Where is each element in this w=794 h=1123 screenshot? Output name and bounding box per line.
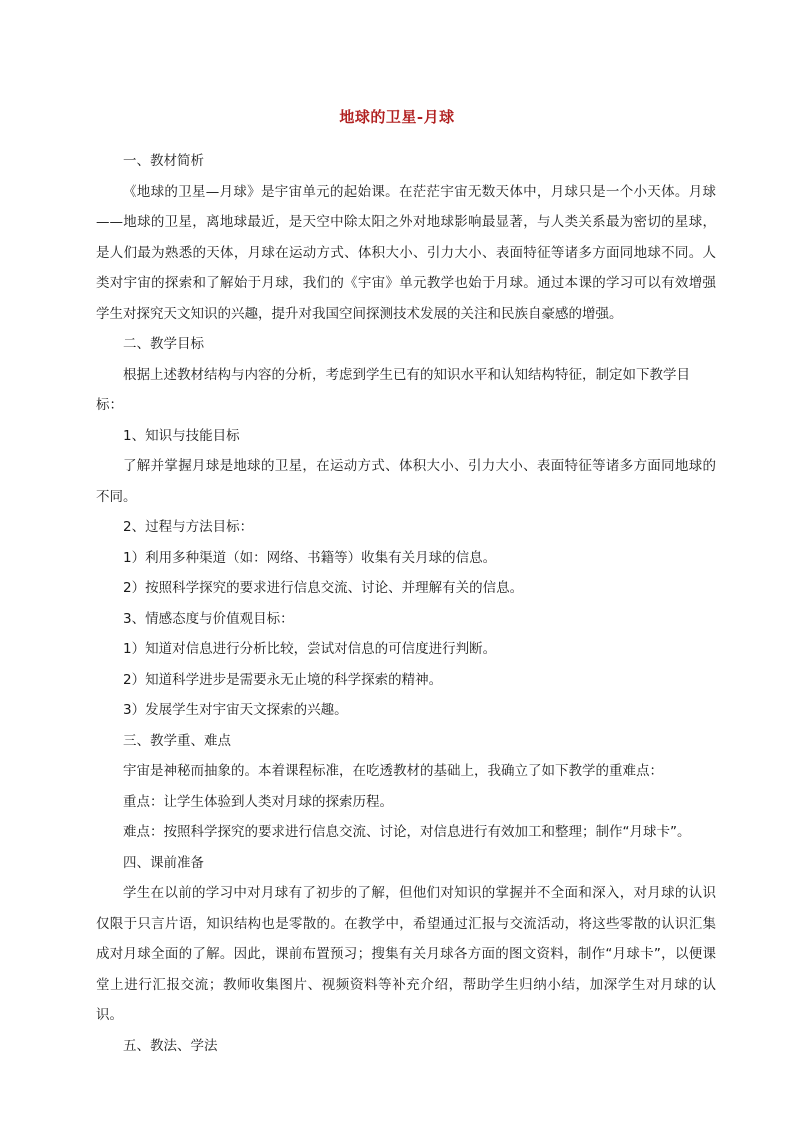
list-item: 1）知道对信息进行分析比较，尝试对信息的可信度进行判断。 <box>123 641 497 657</box>
difficult-point: 难点：按照科学探究的要求进行信息交流、讨论，对信息进行有效加工和整理；制作“月球卡”。 <box>123 824 691 840</box>
list-item: 3）发展学生对宇宙天文探索的兴趣。 <box>123 702 348 718</box>
body-paragraph: 学生在以前的学习中对月球有了初步的了解，但他们对知识的掌握并不全面和深入，对月球的认识仅限于只言片语，知识结构也是零散的。在教学中，希望通过汇报与交流活动，将这些零散的认识汇集成对月球全面的了解。因此，课前布置预习；搜集有关月球各方面的图文资料，制作“月球卡”，以便课堂上进行汇报交流；教师收集图片、视频资料等补充介绍，帮助学生归纳小结，加深学生对月球的认识。 <box>96 885 716 1023</box>
body-paragraph: 根据上述教材结构与内容的分析，考虑到学生已有的知识水平和认知结构特征，制定如下教学目标： <box>96 366 690 413</box>
list-item: 2）按照科学探究的要求进行信息交流、讨论、并理解有关的信息。 <box>123 580 524 596</box>
section-heading: 二、教学目标 <box>123 336 204 352</box>
body-paragraph: 了解并掌握月球是地球的卫星，在运动方式、体积大小、引力大小、表面特征等诸多方面同地球的不同。 <box>96 458 716 505</box>
section-heading: 五、教法、学法 <box>123 1037 218 1054</box>
section-heading: 四、课前准备 <box>123 854 204 871</box>
subsection-heading: 1、知识与技能目标 <box>123 427 240 444</box>
list-item: 1）利用多种渠道（如：网络、书籍等）收集有关月球的信息。 <box>123 549 497 566</box>
section-heading: 三、教学重、难点 <box>123 732 231 749</box>
section-heading: 一、教材简析 <box>123 153 204 169</box>
subsection-heading: 2、过程与方法目标： <box>123 519 254 535</box>
body-paragraph: 宇宙是神秘而抽象的。本着课程标准，在吃透教材的基础上，我确立了如下教学的重难点： <box>123 763 663 779</box>
document-title: 地球的卫星-月球 <box>339 108 455 126</box>
list-item: 2）知道科学进步是需要永无止境的科学探索的精神。 <box>123 671 443 688</box>
document-body <box>96 146 716 1061</box>
body-paragraph: 《地球的卫星—月球》是宇宙单元的起始课。在茫茫宇宙无数天体中，月球只是一个小天体。月球——地球的卫星，离地球最近，是天空中除太阳之外对地球影响最显著，与人类关系最为密切的星球，是人们最为熟悉的天体，月球在运动方式、体积大小、引力大小、表面特征等诸多方面同地球不同。人类对宇宙的探索和了解始于月球，我们的《宇宙》单元教学也始于月球。通过本课的学习可以有效增强学生对探究天文知识的兴趣，提升对我国空间探测技术发展的关注和民族自豪感的增强。 <box>96 183 716 322</box>
key-point: 重点：让学生体验到人类对月球的探索历程。 <box>123 793 393 810</box>
subsection-heading: 3、情感态度与价值观目标： <box>123 610 294 627</box>
